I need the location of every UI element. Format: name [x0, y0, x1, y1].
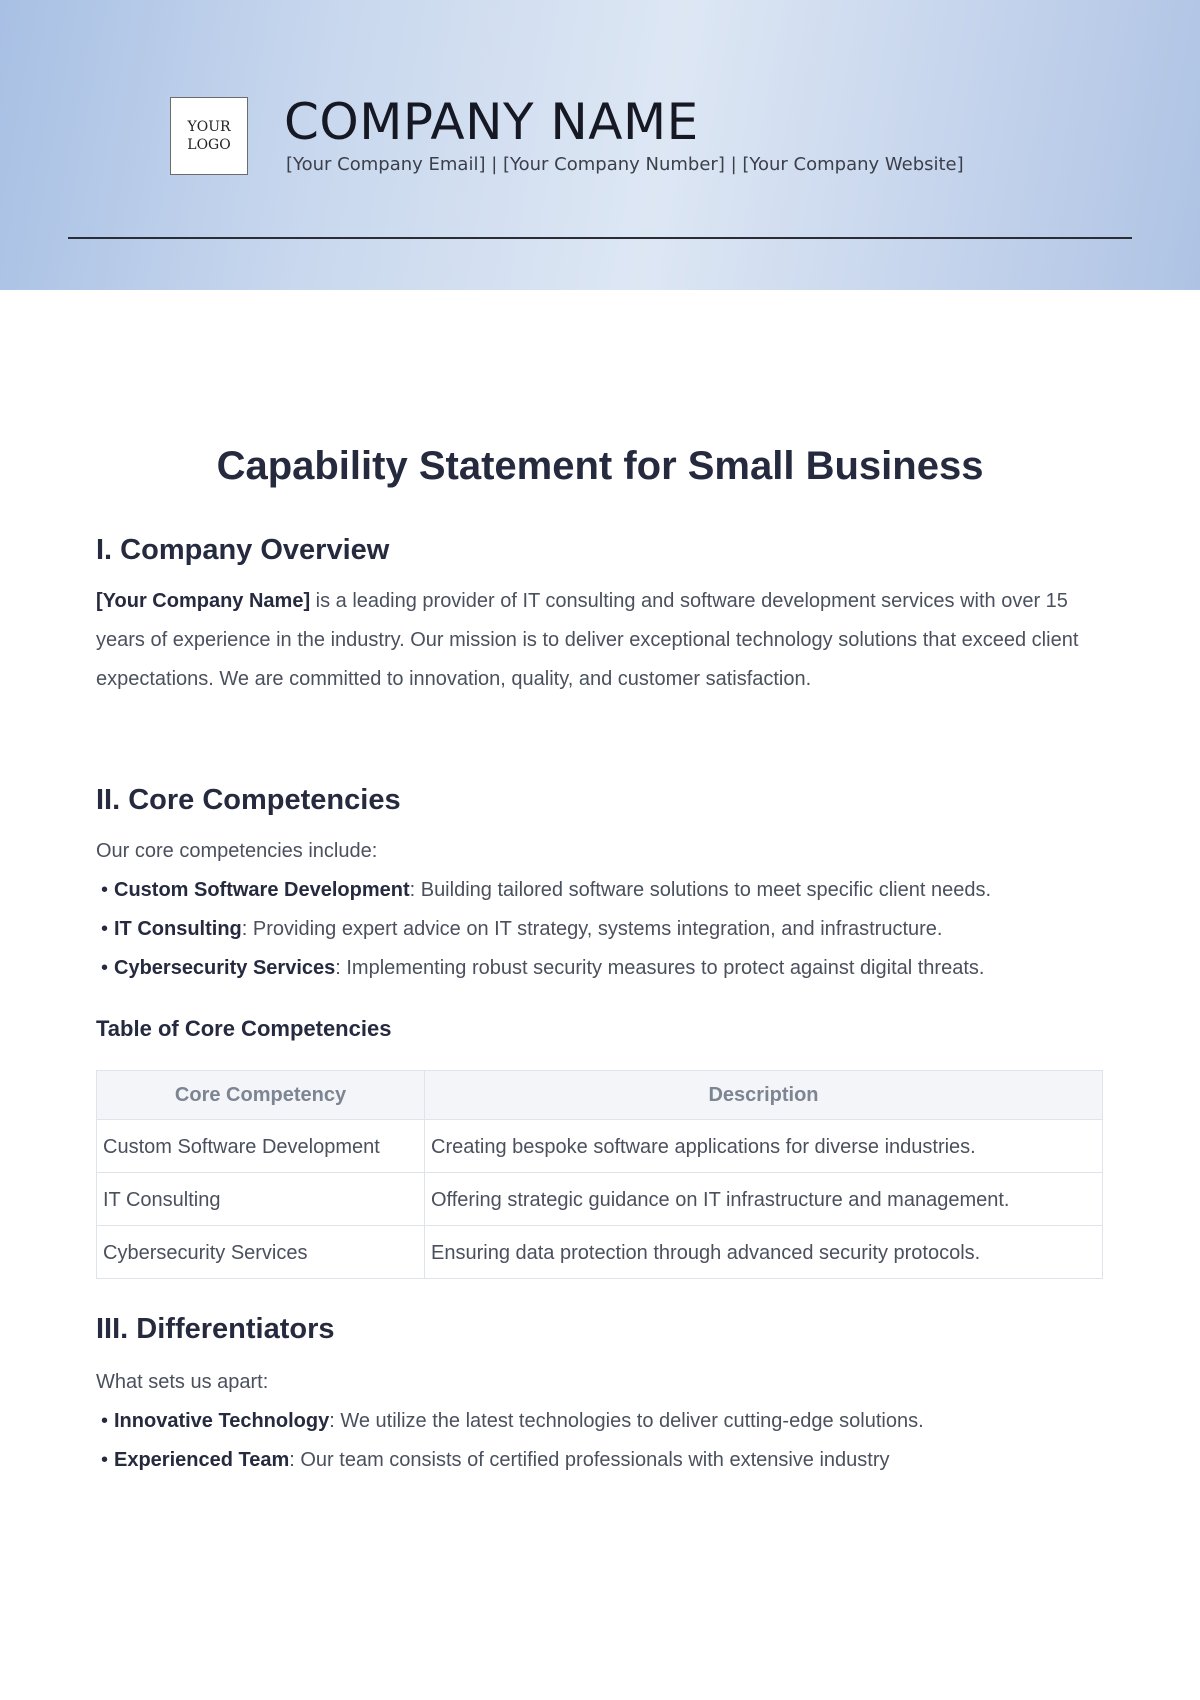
table-row [97, 1173, 1103, 1226]
competencies-intro: Our core competencies include: [96, 840, 378, 862]
list-item-term: Experienced Team [114, 1449, 290, 1471]
table-cell: Custom Software Development [97, 1120, 425, 1173]
table-cell: Creating bespoke software applications for diverse industries. [425, 1120, 1103, 1173]
list-item-desc: : Implementing robust security measures to protect against digital threats. [335, 957, 985, 979]
company-logo-placeholder [170, 97, 248, 175]
list-item-desc: : Building tailored software solutions to meet specific client needs. [409, 879, 992, 901]
section-differentiators [96, 1309, 1106, 1480]
company-name: COMPANY NAME [284, 93, 699, 151]
list-item-term: Innovative Technology [114, 1410, 330, 1432]
list-item-desc: : Providing expert advice on IT strategy, systems integration, and infrastructure. [241, 918, 943, 940]
overview-text: is a leading provider of IT consulting and software development services with over 15 years of experience in the industry. Our mission is to deliver exceptional technology solutions that exceed client expectations. We are committed to innovation, quality, and customer satisfaction. [96, 590, 1079, 690]
document-body [96, 530, 1106, 1480]
list-item-desc: : Our team consists of certified professionals with extensive industry [289, 1449, 890, 1471]
logo-text-line1: YOUR [187, 119, 231, 135]
table-cell: IT Consulting [97, 1173, 425, 1226]
section-heading: II. Core Competencies [96, 784, 401, 816]
table-header-row [97, 1071, 1103, 1120]
list-item-term: Custom Software Development [114, 879, 410, 901]
list-item-term: Cybersecurity Services [114, 957, 336, 979]
section-core-competencies [96, 780, 1106, 1279]
differentiators-intro: What sets us apart: [96, 1371, 269, 1393]
section-company-overview [96, 530, 1106, 780]
table-header-cell: Description [425, 1071, 1103, 1120]
list-item [96, 910, 1106, 949]
table-row [97, 1120, 1103, 1173]
document-title: Capability Statement for Small Business [216, 444, 984, 488]
table-header-cell: Core Competency [97, 1071, 425, 1120]
section-heading: III. Differentiators [96, 1313, 335, 1345]
document-header [0, 0, 1200, 290]
table-row [97, 1226, 1103, 1279]
competencies-table [96, 1070, 1103, 1279]
competencies-list [96, 871, 1106, 988]
differentiators-list [96, 1402, 1106, 1480]
overview-paragraph [96, 582, 1106, 699]
table-cell: Cybersecurity Services [97, 1226, 425, 1279]
list-item [96, 1402, 1106, 1441]
list-item-term: IT Consulting [114, 918, 242, 940]
table-cell: Offering strategic guidance on IT infrastructure and management. [425, 1173, 1103, 1226]
list-item [96, 949, 1106, 988]
logo-text-line2: LOGO [187, 137, 231, 153]
table-cell: Ensuring data protection through advanced security protocols. [425, 1226, 1103, 1279]
company-name-placeholder: [Your Company Name] [96, 590, 311, 612]
list-item-desc: : We utilize the latest technologies to deliver cutting-edge solutions. [329, 1410, 924, 1432]
list-item [96, 1441, 1106, 1480]
header-divider [68, 237, 1132, 239]
list-item [96, 871, 1106, 910]
table-heading: Table of Core Competencies [96, 1016, 392, 1041]
company-contact-line: [Your Company Email] | [Your Company Number] | [Your Company Website] [286, 154, 964, 175]
section-heading: I. Company Overview [96, 534, 390, 566]
